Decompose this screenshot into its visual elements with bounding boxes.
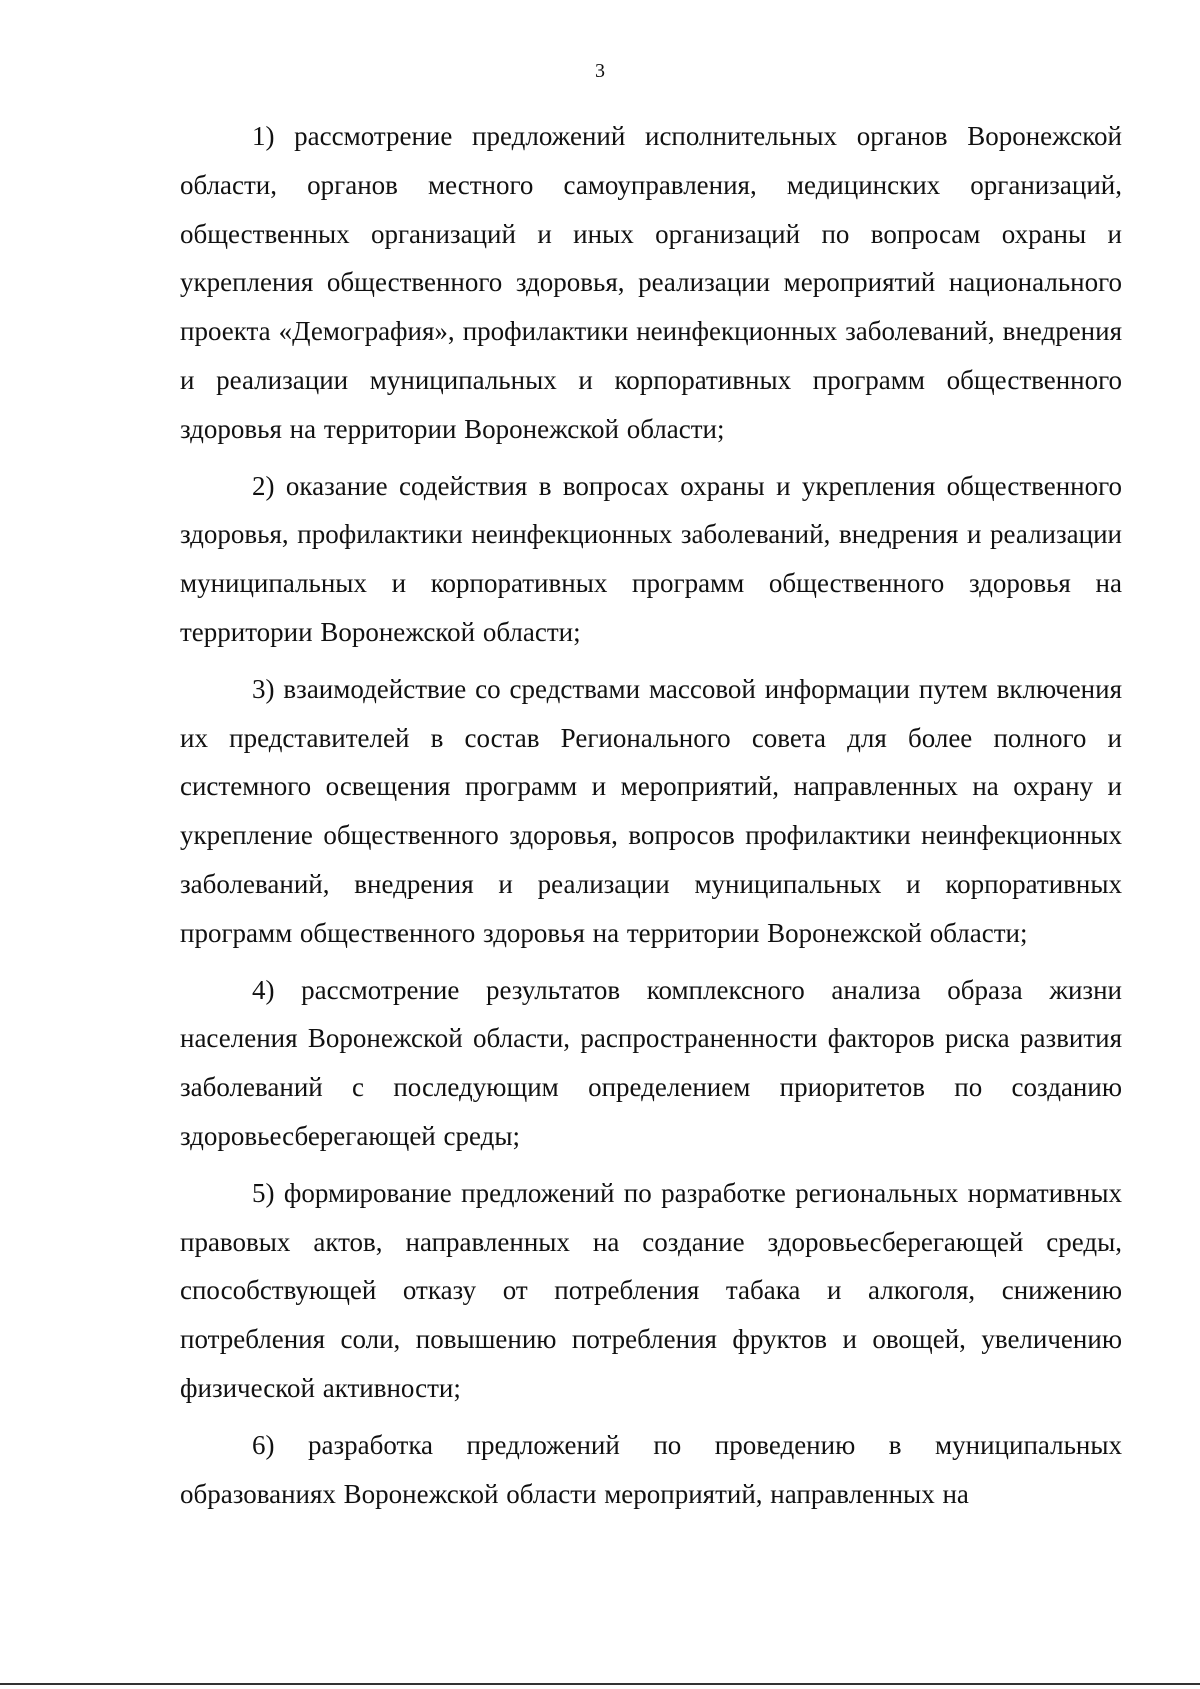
paragraph-item-4: 4) рассмотрение результатов комплексного анализа образа жизни населения Воронежской области, распространенности факторов риска развития заболеваний с последующим определением приоритетов по созданию здоровьесберегающей среды; xyxy=(180,974,1122,1151)
page-bottom-edge xyxy=(0,1683,1200,1685)
paragraph-item-6: 6) разработка предложений по проведению в муниципальных образованиях Воронежской области мероприятий, направленных на xyxy=(180,1429,1122,1509)
paragraph-item-2: 2) оказание содействия в вопросах охраны и укрепления общественного здоровья, профилактики неинфекционных заболеваний, внедрения и реализации муниципальных и корпоративных программ общественного здоровья на территории Воронежской области; xyxy=(180,470,1122,647)
page-number: 3 xyxy=(595,60,605,82)
document-body xyxy=(180,112,1122,1526)
paragraph-item-3: 3) взаимодействие со средствами массовой информации путем включения их представителей в состав Регионального совета для более полного и системного освещения программ и мероприятий, направленных на охрану и укрепление общественного здоровья, вопросов профилактики неинфекционных заболеваний, внедрения и реализации муниципальных и корпоративных программ общественного здоровья на территории Воронежской области; xyxy=(180,673,1122,948)
paragraph-item-5: 5) формирование предложений по разработке региональных нормативных правовых актов, направленных на создание здоровьесберегающей среды, способствующей отказу от потребления табака и алкоголя, снижению потребления соли, повышению потребления фруктов и овощей, увеличению физической активности; xyxy=(180,1177,1122,1403)
paragraph-item-1: 1) рассмотрение предложений исполнительных органов Воронежской области, органов местного самоуправления, медицинских организаций, общественных организаций и иных организаций по вопросам охраны и укрепления общественного здоровья, реализации мероприятий национального проекта «Демография», профилактики неинфекционных заболеваний, внедрения и реализации муниципальных и корпоративных программ общественного здоровья на территории Воронежской области; xyxy=(180,121,1122,444)
